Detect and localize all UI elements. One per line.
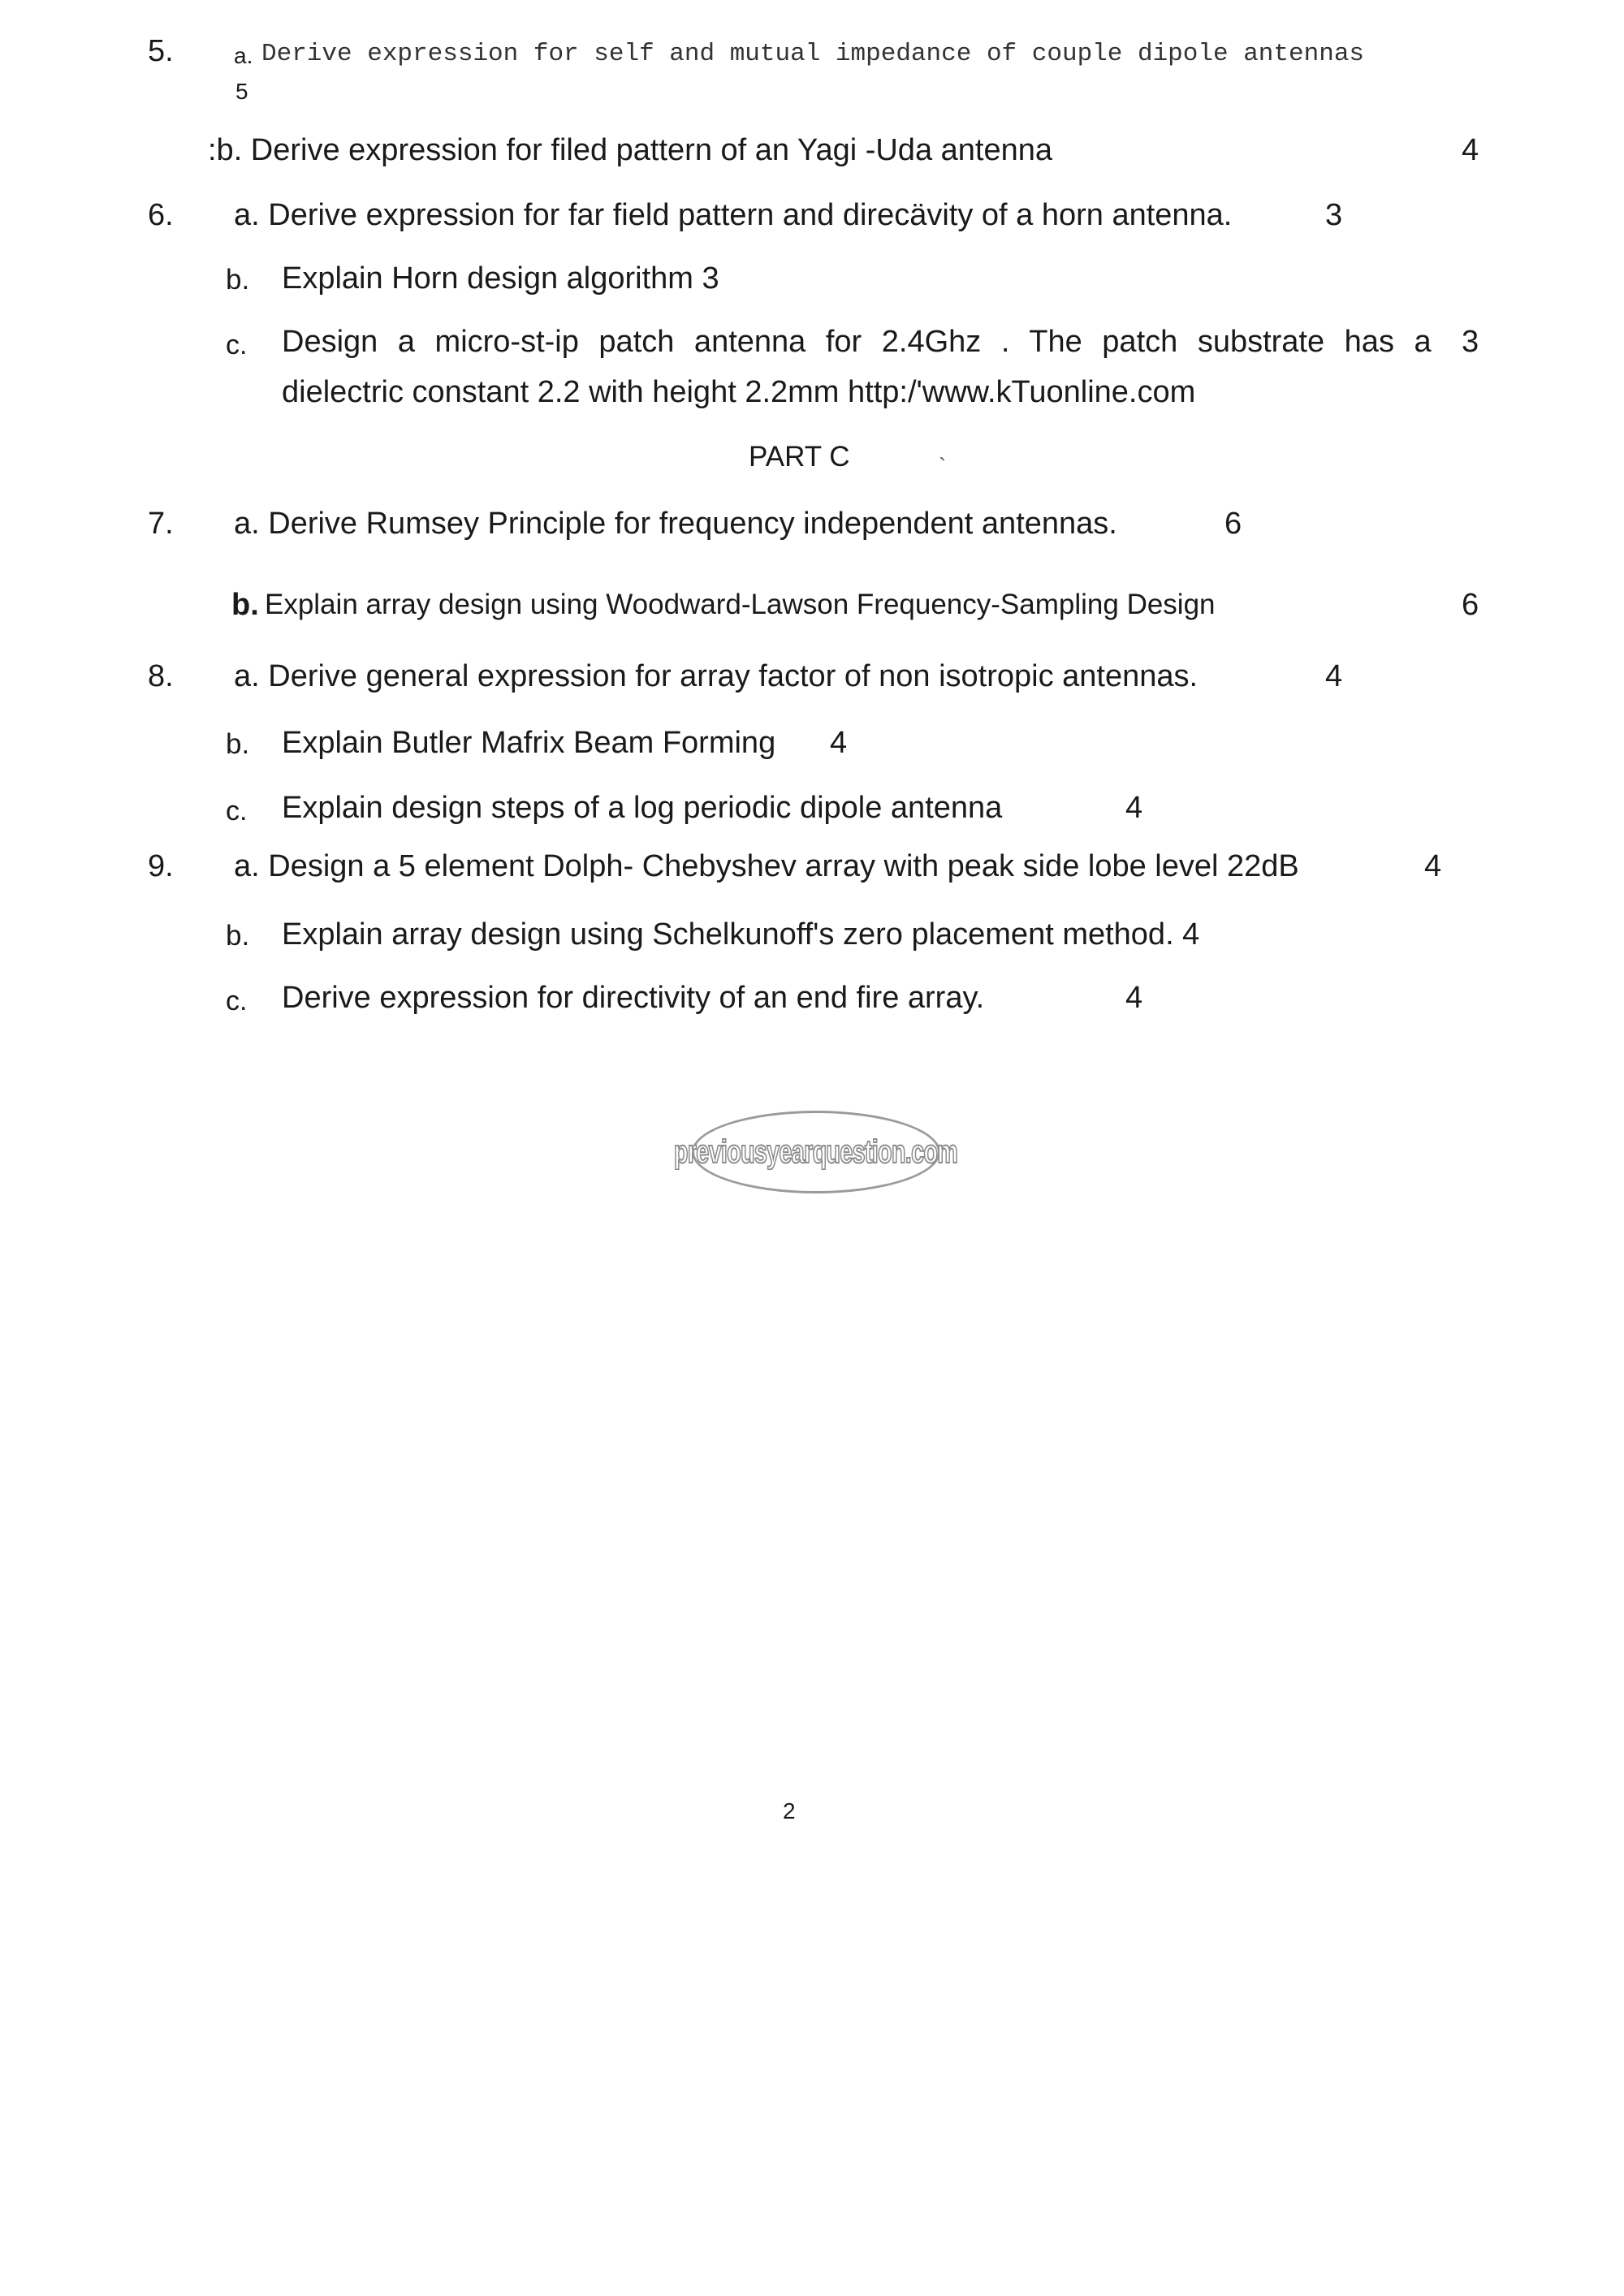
q6c-label: c. [226,330,248,360]
q9c-marks: 4 [1125,981,1143,1015]
q8b-text: Explain Butler Mafrix Beam Forming [282,726,776,760]
q5b-text: :b. Derive expression for filed pattern of an Yagi -Uda antenna [208,133,1052,167]
part-c-heading: PART C [749,441,850,473]
q6c-marks: 3 [1462,325,1479,359]
q6a-text: a. Derive expression for far field pattern and direcävity of a horn antenna. [234,198,1233,232]
q9-number: 9. [148,849,174,883]
q9c-text: Derive expression for directivity of an end fire array. [282,981,985,1015]
q5-number: 5. [148,34,174,68]
q5b-marks: 4 [1462,133,1479,167]
q6-number: 6. [148,198,174,232]
q5a-text: Derive expression for self and mutual impedance of couple dipole antennas [261,40,1365,68]
q8b-label: b. [226,728,250,760]
q7a-marks: 6 [1224,507,1242,541]
q6b-label: b. [226,264,250,296]
q5a-label: a. [234,43,253,68]
q8c-text: Explain design steps of a log periodic dipole antenna [282,791,1003,825]
q8c-label: c. [226,796,248,826]
q8a-text: a. Derive general expression for array factor of non isotropic antennas. [234,659,1199,693]
q8a-marks: 4 [1325,659,1343,693]
q9c-label: c. [226,986,248,1016]
q6c-line2: dielectric constant 2.2 with height 2.2mm http:/'www.kTuonline.com [282,375,1196,409]
q7b-label: b. [231,588,259,622]
q8b-marks: 4 [830,726,848,760]
q6b-text: Explain Horn design algorithm 3 [282,261,719,296]
q6c-line1: Design a micro-st-ip patch antenna for 2.4Ghz . The patch substrate has a [282,325,1432,359]
q9a-text: a. Design a 5 element Dolph- Chebyshev array with peak side lobe level 22dB [234,849,1299,883]
q9a-marks: 4 [1424,849,1442,883]
q9b-label: b. [226,920,250,952]
q7b-text: Explain array design using Woodward-Lawson Frequency-Sampling Design [265,589,1216,620]
q6a-marks: 3 [1325,198,1343,232]
page-number: 2 [783,1798,796,1823]
q7b-marks: 6 [1462,588,1479,622]
q8c-marks: 4 [1125,791,1143,825]
q7-number: 7. [148,507,174,541]
part-c-mark: ` [939,454,947,479]
watermark-text: previousyearquestion.com [674,1133,958,1170]
q9b-text: Explain array design using Schelkunoff's zero placement method. 4 [282,917,1200,952]
watermark-logo [674,1111,958,1193]
q5a-marks: 5 [235,79,248,104]
q7a-text: a. Derive Rumsey Principle for frequency independent antennas. [234,507,1117,541]
q8-number: 8. [148,659,174,693]
